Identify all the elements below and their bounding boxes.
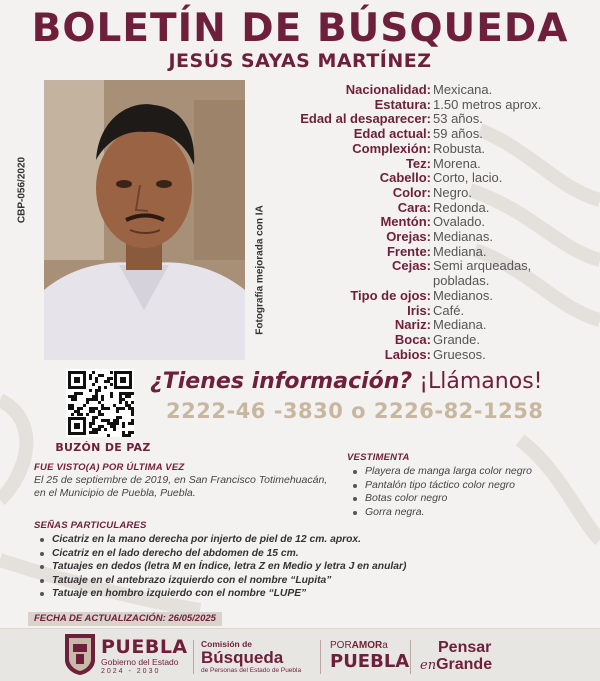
por-amor-logo [330,640,409,672]
grande-text: Grande [436,656,493,673]
por-text: POR [330,640,352,651]
list-item: Gorra negra. [347,506,592,520]
detail-label: Cejas: [391,258,431,274]
list-item: Cicatriz en el lado derecho del abdomen de 15 cm. [34,547,554,561]
gov-name: PUEBLA [101,636,188,658]
detail-label: Labios: [384,346,431,362]
qr-code-graphic [66,369,134,437]
gov-sub: Gobierno del Estado [101,657,179,667]
detail-value: 1.50 metros aprox. [433,96,542,112]
detail-value: Medianas. [433,229,493,245]
detail-row [280,98,590,113]
list-item: Tatuaje en hombro izquierdo con el nombre “LUPE” [34,587,554,601]
marks-heading: SEÑAS PARTICULARES [34,520,147,531]
commission-logo [201,640,301,675]
detail-value: Semi arqueadas, pobladas. [433,258,532,289]
missing-person-name: JESÚS SAYAS MARTÍNEZ [168,50,432,72]
clothing-heading: VESTIMENTA [347,452,410,463]
detail-label: Edad actual: [353,126,431,142]
phone-numbers[interactable]: 2222-46 -3830 o 2226-82-1258 [166,399,544,423]
detail-row [280,259,590,288]
detail-value: Robusta. [433,140,486,156]
en-text: en [420,658,437,673]
detail-label: Nariz: [394,317,431,333]
en-grande-line [420,656,492,674]
list-item: Pantalón tipo táctico color negro [347,479,592,493]
detail-value: Ovalado. [433,214,486,230]
detail-label: Cabello: [379,170,431,186]
commission-line-2: Búsqueda [201,648,284,667]
detail-value: Mediana. [433,317,487,333]
list-item: Tatuaje en el antebrazo izquierdo con el nombre “Lupita” [34,574,554,588]
detail-label: Color: [392,184,431,200]
detail-value: Grande. [433,331,480,347]
state-shield-icon [63,632,97,676]
detail-row [280,245,590,260]
detail-value: Corto, lacio. [433,170,503,186]
detail-label: Orejas: [386,229,431,245]
photo-ai-note: Fotografía mejorada con IA [254,205,266,335]
detail-value: Morena. [433,155,481,171]
detail-row [280,142,590,157]
detail-value: Medianos. [433,287,493,303]
detail-row [280,348,590,363]
clothing-section [347,452,592,519]
detail-row [280,112,590,127]
pensar-text: Pensar [438,639,492,656]
footer-divider [193,640,194,674]
bulletin-title: BOLETÍN DE BÚSQUEDA [31,6,569,51]
detail-value: Mediana. [433,243,487,259]
physical-details [280,83,590,362]
person-photo-illustration [44,80,245,360]
marks-section [34,520,554,601]
detail-value: Café. [433,302,465,318]
person-photo [44,80,245,360]
detail-label: Iris: [407,302,431,318]
detail-label: Complexión: [352,140,431,156]
detail-label: Mentón: [380,214,431,230]
pensar-en-grande-logo [420,639,492,674]
list-item: Cicatriz en la mano derecha por injerto de piel de 12 cm. aprox. [34,533,554,547]
detail-row [280,83,590,98]
detail-row [280,318,590,333]
puebla-text: PUEBLA [330,651,410,672]
gov-years: 2024 - 2030 [101,668,161,675]
detail-label: Edad al desaparecer: [300,111,431,127]
detail-value: Negro. [433,184,473,200]
mailbox-label: BUZÓN DE PAZ [55,441,151,454]
last-seen-text: El 25 de septiembre de 2019, en San Francisco Totimehuacán, en el Municipio de Puebla, Puebla. [34,474,328,499]
detail-row [280,333,590,348]
marks-list [34,533,554,601]
footer-divider [320,640,321,674]
last-seen-heading: FUE VISTO(A) POR ÚLTIMA VEZ [34,462,185,473]
commission-line-1: Comisión de [201,639,253,649]
detail-label: Boca: [394,331,431,347]
detail-value: Mexicana. [433,82,493,97]
detail-value: 59 años. [433,126,483,142]
detail-label: Estatura: [374,96,431,112]
commission-line-3: de Personas del Estado de Puebla [201,667,302,674]
detail-row [280,171,590,186]
list-item: Tatuajes en dedos (letra M en Índice, letra Z en Medio y letra J en anular) [34,560,554,574]
detail-row [280,201,590,216]
list-item: Botas color negro [347,492,592,506]
call-us-text: ¡Llámanos! [419,369,543,394]
qr-code[interactable] [66,369,134,437]
detail-value: 53 años. [433,111,483,127]
detail-label: Frente: [386,243,431,259]
detail-row [280,127,590,142]
detail-row [280,157,590,172]
info-question [150,369,542,394]
amor-text: AMOR [351,640,383,651]
detail-value: Gruesos. [433,346,486,362]
info-question-text: ¿Tienes información? [150,369,413,394]
a-text: a [382,640,388,651]
detail-label: Cara: [397,199,431,215]
detail-label: Nacionalidad: [345,82,431,97]
detail-label: Tipo de ojos: [350,287,431,303]
detail-label: Tez: [405,155,431,171]
detail-value: Redonda. [433,199,490,215]
detail-row [280,215,590,230]
case-id: CBP-056/2020 [16,156,28,224]
update-date: FECHA DE ACTUALIZACIÓN: 26/05/2025 [28,612,222,626]
detail-row [280,230,590,245]
footer-divider [410,640,411,674]
government-logo [101,637,188,676]
list-item: Playera de manga larga color negro [347,465,592,479]
last-seen-section [34,462,334,500]
detail-row [280,304,590,319]
detail-row [280,186,590,201]
clothing-list [347,465,592,519]
detail-row [280,289,590,304]
